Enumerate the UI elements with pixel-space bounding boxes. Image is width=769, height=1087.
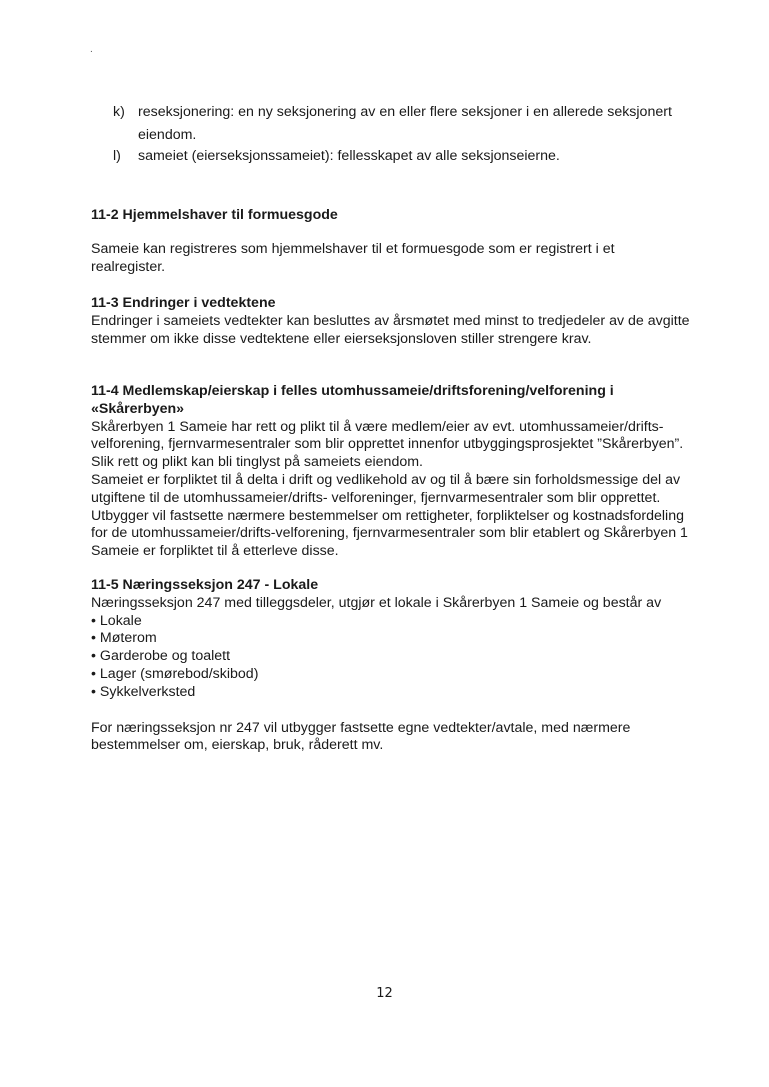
section-11-4 <box>91 383 691 561</box>
list-item: • Sykkelverksted <box>91 684 691 702</box>
section-heading: 11-3 Endringer i vedtektene <box>91 295 276 311</box>
list-item: • Møterom <box>91 630 691 648</box>
page-mark: . <box>90 44 93 55</box>
definition-item-l <box>113 145 713 168</box>
section-paragraph: Sameiet er forpliktet til å delta i drift og vedlikehold av og til å bære sin forholdsmessige del av utgiftene til de utomhussameier/drifts- velforeninger, fjernvarmesentraler som blir opprettet. Utbygger vil fastsette nærmere bestemmelser om rettigheter, forpliktelser og kostnadsfordeling for de utomhussameier/drifts-velforening, fjernvarmesentraler som blir etablert og Skårerbyen 1 Sameie er forpliktet til å etterleve disse. <box>91 471 688 560</box>
section-body: Endringer i sameiets vedtekter kan besluttes av årsmøtet med minst to tredjedeler av de avgitte stemmer om ikke disse vedtektene eller eierseksjonsloven stiller strengere krav. <box>91 312 690 347</box>
definition-marker: l) <box>113 148 121 164</box>
definition-text: reseksjonering: en ny seksjonering av en eller flere seksjoner i en allerede seksjonert eiendom. <box>138 104 672 143</box>
list-item: • Lokale <box>91 613 691 631</box>
list-item: • Lager (smørebod/skibod) <box>91 666 691 684</box>
definition-item-k <box>113 101 713 146</box>
section-heading: 11-2 Hjemmelshaver til formuesgode <box>91 207 338 223</box>
section-closing: For næringsseksjon nr 247 vil utbygger fastsette egne vedtekter/avtale, med nærmere bestemmelser om, eierskap, bruk, råderett mv. <box>91 719 631 754</box>
section-intro: Næringsseksjon 247 med tilleggsdeler, utgjør et lokale i Skårerbyen 1 Sameie og består av <box>91 594 662 611</box>
page-number: 12 <box>376 986 393 1001</box>
list-item: • Garderobe og toalett <box>91 648 691 666</box>
section-heading: 11-5 Næringsseksjon 247 - Lokale <box>91 577 319 593</box>
component-list <box>91 613 691 702</box>
section-11-2 <box>91 207 691 276</box>
section-11-5 <box>91 577 691 755</box>
definition-text: sameiet (eierseksjonssameiet): fellesskapet av alle seksjonseierne. <box>138 148 560 164</box>
section-11-3 <box>91 295 691 348</box>
section-paragraph: Skårerbyen 1 Sameie har rett og plikt til å være medlem/eier av evt. utomhussameier/drifts-velforening, fjernvarmesentraler som blir opprettet innenfor utbyggingsprosjektet ”Skårerbyen”. Slik rett og plikt kan bli tinglyst på sameiets eiendom. <box>91 418 684 471</box>
section-body: Sameie kan registreres som hjemmelshaver til et formuesgode som er registrert i et realregister. <box>91 240 615 275</box>
definition-marker: k) <box>113 104 125 120</box>
section-heading: 11-4 Medlemskap/eierskap i felles utomhussameie/driftsforening/velforening i «Skårerbyen» <box>91 383 614 417</box>
